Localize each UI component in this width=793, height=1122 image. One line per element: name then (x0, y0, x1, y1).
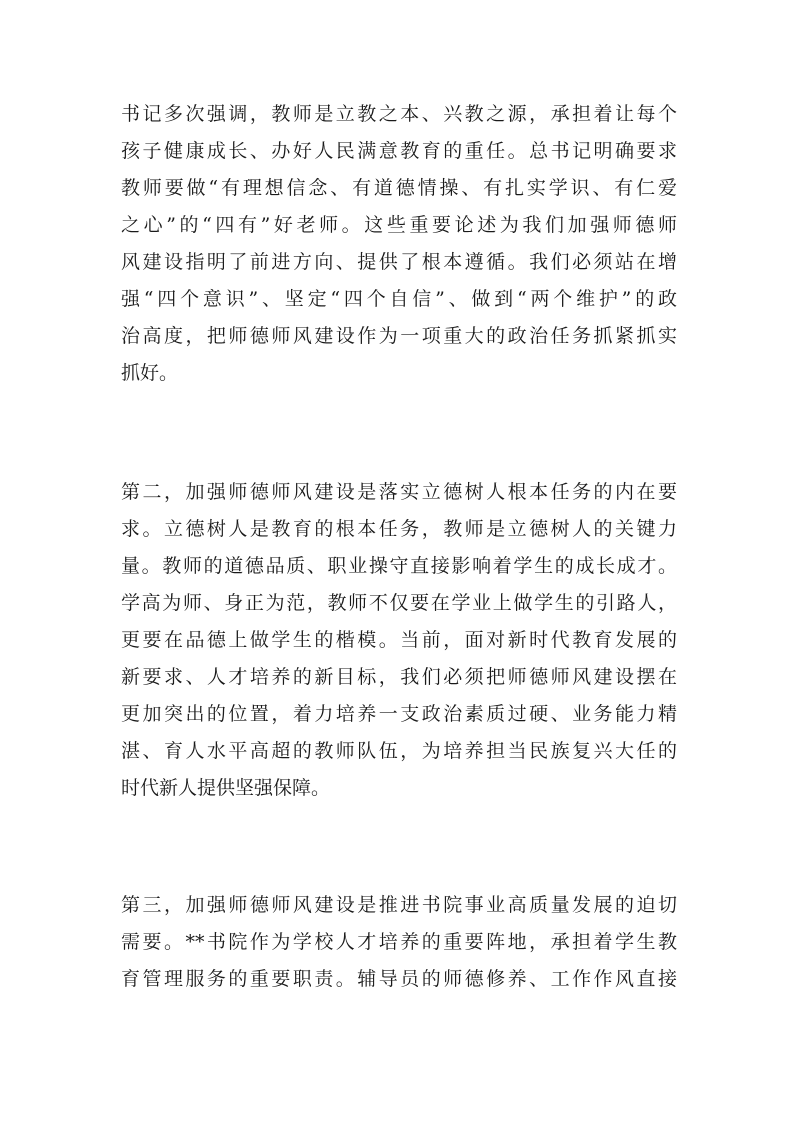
paragraph-line: 教师要做“有理想信念、有道德情操、有扎实学识、有仁爱 (121, 177, 677, 199)
paragraph-line: 第二，加强师德师风建设是落实立德树人根本任务的内在要 (121, 481, 677, 503)
paragraph-line: 学高为师、身正为范，教师不仅要在学业上做学生的引路人， (121, 592, 677, 614)
paragraph-line: 治高度，把师德师风建设作为一项重大的政治任务抓紧抓实 (121, 325, 677, 347)
paragraph-line: 量。教师的道德品质、职业操守直接影响着学生的成长成才。 (121, 555, 677, 577)
paragraph-line: 抓好。 (121, 362, 179, 384)
paragraph-2 (121, 474, 677, 807)
paragraph-line: 更加突出的位置，着力培养一支政治素质过硬、业务能力精 (121, 703, 677, 725)
paragraph-line: 更要在品德上做学生的楷模。当前，面对新时代教育发展的 (121, 629, 677, 651)
paragraph-line: 孩子健康成长、办好人民满意教育的重任。总书记明确要求 (121, 140, 677, 162)
paragraph-line: 风建设指明了前进方向、提供了根本遵循。我们必须站在增 (121, 251, 677, 273)
paragraph-line: 之心”的“四有”好老师。这些重要论述为我们加强师德师 (121, 214, 677, 236)
paragraph-line: 时代新人提供坚强保障。 (121, 777, 331, 799)
paragraph-1 (121, 96, 677, 392)
paragraph-line: 书记多次强调，教师是立教之本、兴教之源，承担着让每个 (121, 103, 677, 125)
paragraph-line: 强“四个意识”、坚定“四个自信”、做到“两个维护”的政 (121, 288, 677, 310)
paragraph-line: 第三，加强师德师风建设是推进书院事业高质量发展的迫切 (121, 894, 677, 916)
paragraph-line: 需要。**书院作为学校人才培养的重要阵地，承担着学生教 (121, 931, 677, 953)
paragraph-line: 求。立德树人是教育的根本任务，教师是立德树人的关键力 (121, 518, 677, 540)
paragraph-3 (121, 887, 677, 998)
paragraph-line: 育管理服务的重要职责。辅导员的师德修养、工作作风直接 (121, 968, 677, 990)
paragraph-line: 新要求、人才培养的新目标，我们必须把师德师风建设摆在 (121, 666, 677, 688)
paragraph-line: 湛、育人水平高超的教师队伍，为培养担当民族复兴大任的 (121, 740, 677, 762)
